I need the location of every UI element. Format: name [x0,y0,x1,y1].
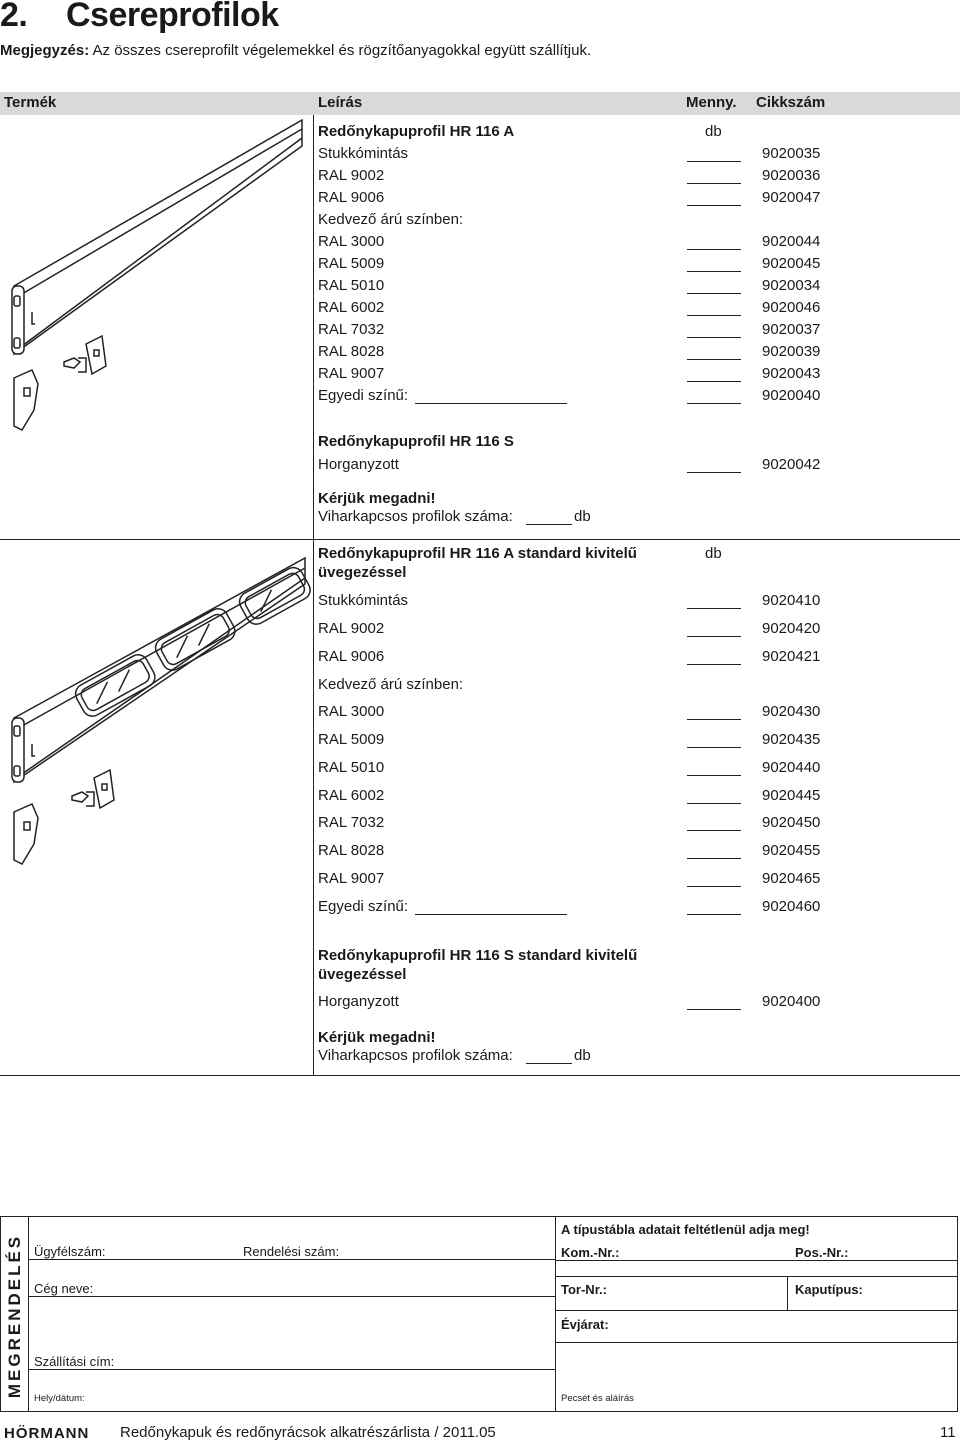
article-code: 9020035 [762,145,821,162]
article-code: 9020465 [762,870,821,887]
section1-group-label: Kedvező árú színben: [318,211,464,228]
article-code: 9020450 [762,814,821,831]
custom-color-field[interactable] [415,403,567,404]
page-number: 11 [940,1424,956,1441]
quantity-field[interactable] [687,161,741,162]
table-header [0,92,960,115]
section2-subtitle-line1: Redőnykapuprofil HR 116 S standard kivitelű [318,947,638,964]
article-code: 9020435 [762,731,821,748]
place-date-label: Hely/dátum: [34,1393,85,1404]
section1-row-label: RAL 7032 [318,321,385,338]
section1-row-label: RAL 9002 [318,167,385,184]
article-code: 9020047 [762,189,821,206]
section1-row-label: RAL 9006 [318,189,385,206]
section2-row-label: RAL 3000 [318,703,385,720]
header-description: Leírás [318,94,363,111]
section1-row-label: RAL 6002 [318,299,385,316]
customer-number-label: Ügyfélszám: [34,1244,106,1259]
tor-nr-label: Tor-Nr.: [561,1282,607,1297]
quantity-field[interactable] [687,337,741,338]
storm-count-field[interactable] [526,524,572,525]
quantity-field[interactable] [687,271,741,272]
quantity-field[interactable] [687,747,741,748]
header-product: Termék [4,94,57,111]
company-name-field[interactable] [28,1296,555,1297]
note [0,42,591,59]
article-code: 9020040 [762,387,821,404]
page-title [0,0,279,35]
kom-nr-field[interactable] [555,1260,958,1261]
article-code: 9020460 [762,898,821,915]
header-article: Cikkszám [756,94,826,111]
quantity-field[interactable] [687,359,741,360]
section2-row-label: Egyedi színű: [318,898,409,915]
section2-row-label: RAL 8028 [318,842,385,859]
door-type-label: Kaputípus: [795,1282,863,1297]
quantity-field[interactable] [687,608,741,609]
quantity-field[interactable] [687,719,741,720]
pos-nr-label: Pos.-Nr.: [795,1245,849,1260]
customer-number-field[interactable] [28,1259,555,1260]
order-number-label: Rendelési szám: [243,1244,340,1259]
section1-storm-label: Viharkapcsos profilok száma: [318,508,513,525]
section1-row-label: RAL 5009 [318,255,385,272]
stamp-signature-label: Pecsét és aláírás [561,1393,634,1404]
article-code: 9020039 [762,343,821,360]
section2-group-label: Kedvező árú színben: [318,676,464,693]
section2-subtitle-line2: üvegezéssel [318,966,407,983]
note-text: Az összes csereprofilt végelemekkel és rögzítőanyagokkal együtt szállítjuk. [92,42,592,59]
article-code: 9020036 [762,167,821,184]
article-code: 9020430 [762,703,821,720]
table-bottom-line [0,1075,960,1076]
header-quantity: Menny. [686,94,737,111]
form-line [555,1276,958,1277]
section2-row-label: RAL 9007 [318,870,385,887]
quantity-field[interactable] [687,664,741,665]
article-code: 9020034 [762,277,821,294]
section1-row-label: RAL 3000 [318,233,385,250]
article-code: 9020037 [762,321,821,338]
year-field[interactable] [555,1342,958,1343]
quantity-field[interactable] [687,293,741,294]
section1-row-label: RAL 9007 [318,365,385,382]
section1-title: Redőnykapuprofil HR 116 A [318,123,515,140]
delivery-address-label: Szállítási cím: [34,1354,115,1369]
profile-illustration-1 [0,116,313,439]
article-code: 9020410 [762,592,821,609]
article-code: 9020044 [762,233,821,250]
quantity-field[interactable] [687,886,741,887]
section2-sub-row-label: Horganyzott [318,993,399,1010]
section-title: Csereprofilok [66,0,279,34]
section1-row-label: RAL 8028 [318,343,385,360]
order-form-vertical-label: MEGRENDELÉS [5,1233,24,1399]
section2-title-line2: üvegezéssel [318,564,407,581]
note-label: Megjegyzés: [0,42,90,59]
article-code: 9020042 [762,456,821,473]
quantity-field[interactable] [687,914,741,915]
section1-row-label: RAL 5010 [318,277,385,294]
article-code: 9020420 [762,620,821,637]
article-code: 9020400 [762,993,821,1010]
quantity-field[interactable] [687,636,741,637]
storm-count-field[interactable] [526,1063,572,1064]
quantity-field[interactable] [687,858,741,859]
quantity-field[interactable] [687,381,741,382]
custom-color-field[interactable] [415,914,567,915]
type-plate-note: A típustábla adatait feltétlenül adja meg! [561,1222,810,1237]
article-code: 9020440 [762,759,821,776]
section1-ask: Kérjük megadni! [318,490,436,507]
section1-row-label: Egyedi színű: [318,387,409,404]
section1-storm-unit: db [574,508,591,525]
section2-ask: Kérjük megadni! [318,1029,436,1046]
section1-unit: db [705,123,722,140]
quantity-field[interactable] [687,315,741,316]
quantity-field[interactable] [687,775,741,776]
year-label: Évjárat: [561,1317,609,1332]
section2-row-label: RAL 7032 [318,814,385,831]
section2-storm-label: Viharkapcsos profilok száma: [318,1047,513,1064]
article-code: 9020045 [762,255,821,272]
section2-row-label: RAL 5010 [318,759,385,776]
section-number: 2. [0,0,28,34]
quantity-field[interactable] [687,472,741,473]
quantity-field[interactable] [687,803,741,804]
footer-text: Redőnykapuk és redőnyrácsok alkatrészárlista / 2011.05 [120,1424,496,1441]
section2-title-line1: Redőnykapuprofil HR 116 A standard kivitelű [318,545,637,562]
section2-storm-unit: db [574,1047,591,1064]
quantity-field[interactable] [687,830,741,831]
quantity-field[interactable] [687,183,741,184]
quantity-field[interactable] [687,1009,741,1010]
article-code: 9020043 [762,365,821,382]
section1-subtitle: Redőnykapuprofil HR 116 S [318,433,514,450]
section2-row-label: RAL 9002 [318,620,385,637]
form-divider [28,1216,29,1412]
article-code: 9020046 [762,299,821,316]
column-divider [313,115,314,1076]
section1-row-label: Stukkómintás [318,145,409,162]
tor-nr-field[interactable] [555,1310,958,1311]
form-divider [555,1216,556,1412]
company-name-label: Cég neve: [34,1281,94,1296]
quantity-field[interactable] [687,403,741,404]
form-divider [787,1276,788,1310]
quantity-field[interactable] [687,249,741,250]
section2-row-label: RAL 6002 [318,787,385,804]
article-code: 9020455 [762,842,821,859]
section2-row-label: RAL 9006 [318,648,385,665]
article-code: 9020445 [762,787,821,804]
quantity-field[interactable] [687,205,741,206]
section2-row-label: RAL 5009 [318,731,385,748]
delivery-address-field[interactable] [28,1369,555,1370]
section2-row-label: Stukkómintás [318,592,409,609]
article-code: 9020421 [762,648,821,665]
section1-sub-row-label: Horganyzott [318,456,399,473]
kom-nr-label: Kom.-Nr.: [561,1245,620,1260]
section2-unit: db [705,545,722,562]
profile-illustration-2 [0,540,313,880]
hormann-logo: HÖRMANN [4,1425,90,1442]
